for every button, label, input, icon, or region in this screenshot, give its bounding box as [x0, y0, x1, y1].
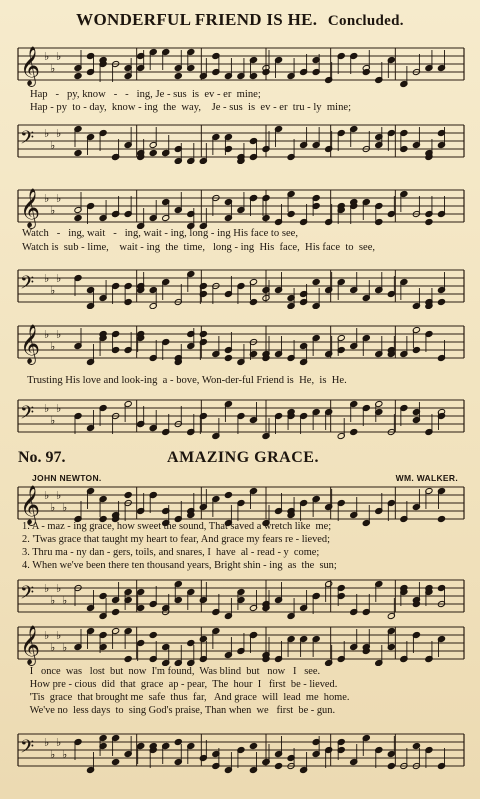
lyric-line: Hap - py to - day, know - ing the way, Je - sus is ev - er tru - ly mine;	[22, 102, 352, 113]
treble-staff-5	[14, 620, 466, 666]
flat-sign-icon: ♭	[56, 50, 62, 63]
flat-sign-icon: ♭	[62, 641, 68, 654]
staff-lines	[18, 326, 464, 358]
flat-sign-icon: ♭	[56, 127, 62, 140]
flat-sign-icon: ♭	[50, 62, 56, 75]
flat-sign-icon: ♭	[56, 582, 62, 595]
concluded-label: Concluded.	[327, 13, 404, 29]
flat-sign-icon: ♭	[50, 594, 56, 607]
flat-sign-icon: ♭	[44, 272, 50, 285]
flat-sign-icon: ♭	[44, 50, 50, 63]
flat-sign-icon: ♭	[50, 748, 56, 761]
flat-sign-icon: ♭	[56, 489, 62, 502]
lyric-line: Watch is sub - lime, wait - ing the time, long - ing His face, His face to see,	[22, 242, 376, 253]
flat-sign-icon: ♭	[56, 736, 62, 749]
flat-sign-icon: ♭	[50, 641, 56, 654]
flat-sign-icon: ♭	[62, 501, 68, 514]
flat-sign-icon: ♭	[50, 139, 56, 152]
treble-clef-icon: 𝄞	[20, 188, 41, 228]
staff-lines	[18, 580, 464, 612]
bass-clef-icon: 𝄢	[20, 128, 35, 153]
flat-sign-icon: ♭	[50, 501, 56, 514]
lyric-line: 1. A - maz - ing grace, how sweet the sound, That saved a wretch like me;	[22, 521, 332, 532]
hymn-title-concluded	[0, 10, 480, 30]
flat-sign-icon: ♭	[50, 340, 56, 353]
treble-staff-3	[14, 318, 466, 366]
lyric-line: I once was lost but now I'm found, Was blind but now I see.	[22, 666, 321, 677]
lyric-line: 'Tis grace that brought me safe thus far, And grace will lead me home.	[22, 692, 350, 703]
bass-staff-5	[14, 724, 466, 776]
flat-sign-icon: ♭	[50, 284, 56, 297]
lyric-line: 2. 'Twas grace that taught my heart to fear, And grace my fears re - lieved;	[22, 534, 330, 545]
treble-staff-2	[14, 183, 466, 229]
flat-sign-icon: ♭	[44, 402, 50, 415]
lyric-line: Hap - py, know - - ing, Je - sus is ev - er mine;	[22, 89, 261, 100]
flat-sign-icon: ♭	[50, 414, 56, 427]
treble-clef-icon: 𝄞	[20, 625, 41, 665]
bass-staff-1	[14, 118, 466, 164]
lyricist-credit: JOHN NEWTON.	[32, 473, 102, 483]
lyric-line: Watch - ing, wait - ing, wait - ing, long - ing His face to see,	[22, 228, 298, 239]
staff-lines	[18, 125, 464, 157]
lyric-line: 4. When we've been there ten thousand years, Bright shin - ing as the sun;	[22, 560, 337, 571]
flat-sign-icon: ♭	[44, 489, 50, 502]
flat-sign-icon: ♭	[44, 736, 50, 749]
staff-lines	[18, 190, 464, 222]
bass-staff-4	[14, 572, 466, 620]
bass-clef-icon: 𝄢	[20, 737, 35, 762]
bass-clef-icon: 𝄢	[20, 403, 35, 428]
bass-clef-icon: 𝄢	[20, 583, 35, 608]
treble-clef-icon: 𝄞	[20, 485, 41, 525]
flat-sign-icon: ♭	[62, 594, 68, 607]
flat-sign-icon: ♭	[44, 127, 50, 140]
treble-staff-1	[14, 40, 466, 88]
lyric-line: How pre - cious did that grace ap - pear, The hour I first be - lieved.	[22, 679, 338, 690]
flat-sign-icon: ♭	[50, 204, 56, 217]
bass-staff-2	[14, 263, 466, 309]
composer-credit: WM. WALKER.	[395, 473, 458, 483]
flat-sign-icon: ♭	[56, 402, 62, 415]
hymn-title: WONDERFUL FRIEND IS HE.	[76, 10, 318, 29]
lyric-line: 3. Thru ma - ny dan - gers, toils, and snares, I have al - read - y come;	[22, 547, 320, 558]
flat-sign-icon: ♭	[44, 629, 50, 642]
flat-sign-icon: ♭	[56, 192, 62, 205]
flat-sign-icon: ♭	[44, 582, 50, 595]
lyric-line: We've no less days to sing God's praise, Than when we first be - gun.	[22, 705, 336, 716]
bass-staff-3	[14, 392, 466, 440]
lyric-line: Trusting His love and look-ing a - bove, Won-der-ful Friend is He, is He.	[22, 375, 347, 386]
flat-sign-icon: ♭	[56, 629, 62, 642]
hymn-title: AMAZING GRACE.	[167, 449, 319, 466]
bass-clef-icon: 𝄢	[20, 273, 35, 298]
flat-sign-icon: ♭	[56, 272, 62, 285]
flat-sign-icon: ♭	[56, 328, 62, 341]
flat-sign-icon: ♭	[44, 192, 50, 205]
flat-sign-icon: ♭	[62, 748, 68, 761]
hymn-number: No. 97.	[18, 449, 66, 466]
treble-clef-icon: 𝄞	[20, 46, 41, 86]
flat-sign-icon: ♭	[44, 328, 50, 341]
treble-clef-icon: 𝄞	[20, 324, 41, 364]
staff-lines	[18, 627, 464, 659]
